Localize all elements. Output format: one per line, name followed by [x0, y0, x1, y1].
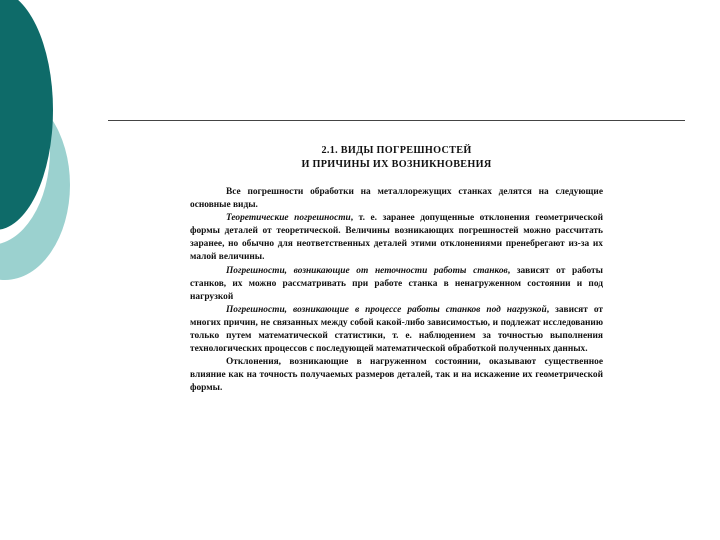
paragraph-4: Погрешности, возникающие в процессе работы станков под нагрузкой, зависят от многих причин, не связанных между собой какой-либо зависимостью, и подлежат исследованию только путем математической статистики, т. е. наблюдением за точностью выполнения технологических процессов с последующей математической обработкой полученных данных.	[190, 304, 603, 355]
title-line-2: И ПРИЧИНЫ ИХ ВОЗНИКНОВЕНИЯ	[301, 159, 492, 170]
term-load-errors: Погрешности, возникающие в процессе работы станков под нагрузкой	[226, 304, 547, 315]
document-body	[190, 186, 603, 396]
title-line-1: 2.1. ВИДЫ ПОГРЕШНОСТЕЙ	[321, 145, 472, 156]
paragraph-1: Все погрешности обработки на металлорежущих станках делятся на следующие основные виды.	[190, 187, 603, 211]
horizontal-rule	[108, 120, 685, 121]
term-machine-inaccuracy: Погрешности, возникающие от неточности работы станков	[226, 265, 508, 276]
term-theoretical: Теоретические погрешности	[226, 213, 351, 224]
page-title	[190, 144, 603, 172]
paragraph-5: Отклонения, возникающие в нагруженном состоянии, оказывают существенное влияние как на точность получаемых размеров деталей, так и на искажение их геометрической формы.	[190, 357, 603, 394]
decorative-circles	[0, 0, 110, 300]
paragraph-3: Погрешности, возникающие от неточности работы станков, зависят от работы станков, их можно рассматривать при работе станка в ненагруженном состоянии и под нагрузкой	[190, 265, 603, 302]
paragraph-2: Теоретические погрешности, т. е. заранее допущенные отклонения геометрической формы деталей от теоретической. Величины возникающих погрешностей можно рассчитать заранее, но обычно для неответственных деталей этими отклонениями пренебрегают из-за их малой величины.	[190, 213, 603, 263]
